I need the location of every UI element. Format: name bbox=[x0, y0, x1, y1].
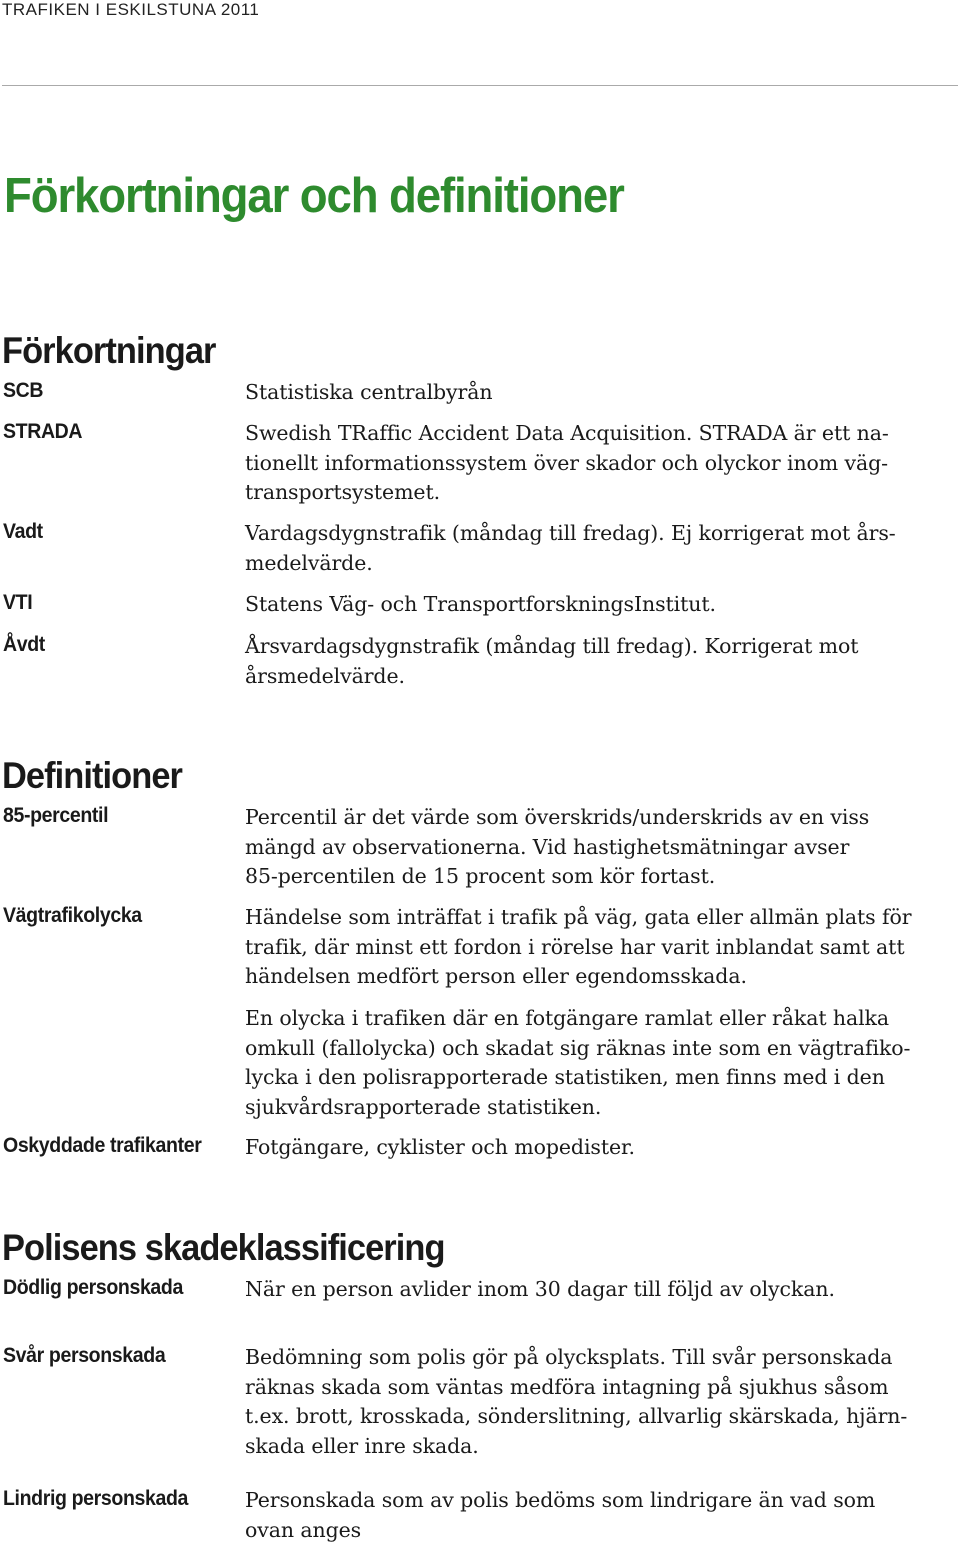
abbreviation-term-scb: SCB bbox=[3, 379, 44, 402]
page-title: Förkortningar och definitioner bbox=[4, 169, 624, 223]
classification-text-svar: Bedömning som polis gör på olycksplats. Till svår personskada räknas skada som väntas medföra intagning på sjukhus såsom t.ex. brott, krosskada, sönderslitning, allvarlig skärskada, hjärn- skada eller inre skada. bbox=[245, 1345, 908, 1458]
abbreviations-heading: Förkortningar bbox=[2, 330, 216, 371]
abbreviation-definition-strada: Swedish TRaffic Accident Data Acquisition. STRADA är ett na- tionellt informationssystem över skador och olyckor inom väg- transportsystemet. bbox=[245, 421, 889, 504]
abbreviation-definition-scb: Statistiska centralbyrån bbox=[245, 380, 493, 404]
classification-term-svar: Svår personskada bbox=[3, 1344, 166, 1367]
definition-text-oskyddade-trafikanter: Fotgängare, cyklister och mopedister. bbox=[245, 1135, 635, 1159]
header-rule bbox=[2, 85, 958, 86]
abbreviation-term-vti: VTI bbox=[3, 591, 33, 614]
definition-term-oskyddade-trafikanter: Oskyddade trafikanter bbox=[3, 1134, 202, 1157]
classification-text-lindrig: Personskada som av polis bedöms som lindrigare än vad som ovan anges bbox=[245, 1488, 876, 1542]
definition-text-85-percentil: Percentil är det värde som överskrids/underskrids av en viss mängd av observationerna. Vid hastighetsmätningar avser 85-percentilen de 15 procent som kör fortast. bbox=[245, 805, 870, 888]
running-header: TRAFIKEN I ESKILSTUNA 2011 bbox=[2, 0, 260, 19]
classification-text-dodlig: När en person avlider inom 30 dagar till följd av olyckan. bbox=[245, 1277, 835, 1301]
abbreviation-definition-vti: Statens Väg- och TransportforskningsInstitut. bbox=[245, 592, 716, 616]
definition-term-85-percentil: 85-percentil bbox=[3, 804, 109, 827]
definitions-heading: Definitioner bbox=[2, 755, 183, 796]
abbreviation-definition-avdt: Årsvardagsdygnstrafik (måndag till fredag). Korrigerat mot årsmedelvärde. bbox=[245, 634, 859, 688]
abbreviation-definition-vadt: Vardagsdygnstrafik (måndag till fredag). Ej korrigerat mot års- medelvärde. bbox=[245, 521, 896, 575]
definition-term-vagtrafikolycka: Vägtrafikolycka bbox=[3, 904, 142, 927]
classification-term-dodlig: Dödlig personskada bbox=[3, 1276, 183, 1299]
abbreviation-term-avdt: Åvdt bbox=[3, 633, 45, 656]
classification-heading: Polisens skadeklassificering bbox=[2, 1227, 445, 1268]
definition-text-vagtrafikolycka: Händelse som inträffat i trafik på väg, gata eller allmän plats för trafik, där minst ett fordon i rörelse har varit inblandat samt att händelsen medfört person eller egendomsskada. bbox=[245, 905, 912, 988]
classification-term-lindrig: Lindrig personskada bbox=[3, 1487, 189, 1510]
abbreviation-term-strada: STRADA bbox=[3, 420, 83, 443]
abbreviation-term-vadt: Vadt bbox=[3, 520, 43, 543]
definition-text-fallolycka: En olycka i trafiken där en fotgängare ramlat eller råkat halka omkull (fallolycka) och skadat sig räknas inte som en vägtrafiko- lycka i den polisrapporterade statistiken, men finns med i den sjukvårdsrapporterade statistiken. bbox=[245, 1006, 911, 1119]
